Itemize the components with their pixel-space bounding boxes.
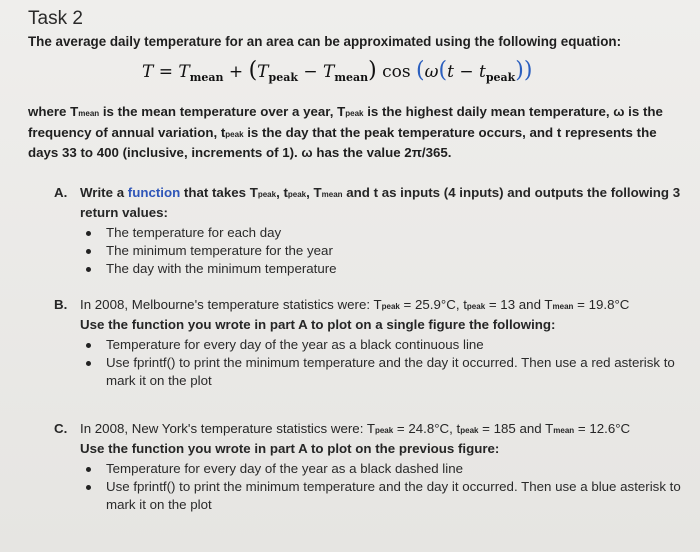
section-b-body [80, 296, 684, 390]
section-b-sub3: mean [552, 302, 574, 311]
section-a-body [80, 184, 684, 278]
list-item: The minimum temperature for the year [80, 242, 684, 260]
section-b-text2: = 25.9°C, t [399, 297, 467, 312]
section-a-letter: A. [54, 185, 68, 200]
section-a-text5: and t as inputs (4 inputs) and outputs the following 3 return values: [80, 185, 681, 220]
section-a-sub1: peak [257, 190, 277, 199]
list-item: Temperature for every day of the year as a black dashed line [80, 460, 684, 478]
variable-description [28, 103, 688, 163]
section-c-letter: C. [54, 421, 68, 436]
section-c-text4: = 12.6°C [574, 421, 631, 436]
section-a-text4: , T [306, 185, 322, 200]
list-item: Use fprintf() to print the minimum temperature and the day it occurred. Then use a blue asterisk to mark it on the plot [80, 478, 684, 514]
eq-peak-sub2: peak [485, 71, 516, 84]
eq-t: t [447, 62, 454, 82]
section-a-text2: that takes T [180, 185, 258, 200]
eq-minus: − [303, 62, 318, 82]
eq-omega: ω [424, 62, 439, 82]
section-c-text1: In 2008, New York's temperature statistics were: T [80, 421, 375, 436]
desc-part4: is the day that the peak temperature occurs, and t represents the days 33 to 400 (inclusive, increments of 1). ω has the value 2π/365. [28, 124, 657, 160]
eq-Tmean2: T [323, 62, 335, 82]
list-item: Use fprintf() to print the minimum temperature and the day it occurred. Then use a red asterisk to mark it on the plot [80, 354, 684, 390]
desc-sub-peak: peak [345, 109, 364, 118]
section-a [54, 184, 684, 278]
section-b-sub2: peak [466, 302, 486, 311]
section-b-sub1: peak [381, 302, 400, 311]
eq-peak-sub: peak [268, 71, 298, 84]
temperature-equation [142, 58, 532, 84]
eq-paren-close: ) [368, 58, 377, 83]
eq-Tmean: T [178, 62, 190, 82]
section-b [54, 296, 684, 390]
eq-mean-sub2: mean [334, 71, 369, 84]
task-title: Task 2 [28, 8, 83, 29]
eq-tpeak: t [479, 62, 486, 82]
eq-cos: cos [382, 62, 411, 82]
list-item: Temperature for every day of the year as a black continuous line [80, 336, 684, 354]
eq-arg-open2: ( [438, 58, 448, 83]
section-a-text1: Write a [80, 185, 128, 200]
section-b-list [80, 336, 684, 390]
eq-paren-open: ( [248, 58, 258, 83]
desc-part3: is the highest daily mean temperature, ω is the frequency of annual variation, t [28, 104, 663, 140]
list-item: The temperature for each day [80, 224, 684, 242]
eq-plus: + [228, 62, 244, 82]
eq-Tpeak: T [257, 62, 269, 82]
section-a-sub2: peak [287, 190, 307, 199]
list-item: The day with the minimum temperature [80, 260, 684, 278]
eq-arg-close: )) [515, 58, 533, 83]
eq-mean-sub: mean [189, 71, 224, 84]
section-c-sub2: peak [460, 426, 479, 435]
eq-T: T [142, 62, 154, 82]
eq-minus2: − [459, 62, 474, 82]
section-a-list [80, 224, 684, 278]
section-a-keyword: function [127, 185, 181, 200]
desc-part1: where T [28, 104, 79, 119]
section-c-list [80, 460, 684, 514]
section-c [54, 420, 684, 514]
eq-equals: = [158, 62, 173, 82]
section-b-text3: = 13 and T [485, 297, 553, 312]
section-a-text3: , t [276, 185, 288, 200]
section-c-sub3: mean [553, 426, 575, 435]
section-a-sub3: mean [321, 190, 343, 199]
section-b-line2: Use the function you wrote in part A to plot on a single figure the following: [80, 317, 556, 332]
section-b-text4: = 19.8°C [573, 297, 630, 312]
section-c-sub1: peak [374, 426, 394, 435]
section-b-letter: B. [54, 297, 68, 312]
section-c-text2: = 24.8°C, t [393, 421, 461, 436]
desc-sub-tpeak: peak [225, 129, 244, 139]
section-c-text3: = 185 and T [478, 421, 554, 436]
eq-arg-open: ( [416, 58, 425, 83]
desc-part2: is the mean temperature over a year, T [99, 104, 346, 119]
desc-sub-mean: mean [78, 109, 100, 118]
intro-text: The average daily temperature for an area can be approximated using the following equation: [28, 34, 622, 49]
section-b-text1: In 2008, Melbourne's temperature statistics were: T [80, 297, 382, 312]
section-c-line2: Use the function you wrote in part A to plot on the previous figure: [80, 441, 500, 456]
section-c-body [80, 420, 684, 514]
